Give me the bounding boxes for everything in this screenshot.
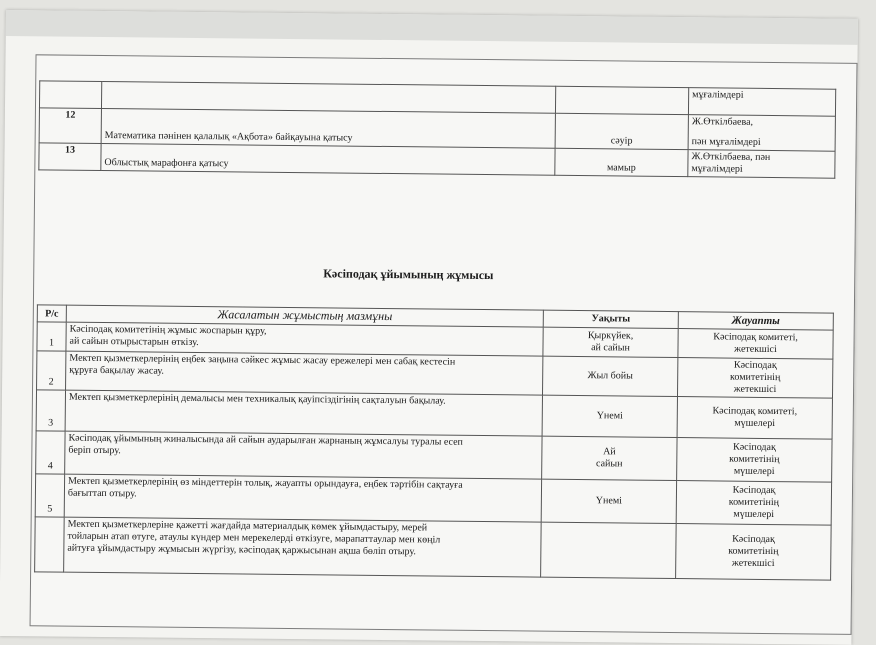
cell-num: 13 [39,143,101,171]
work-line: Мектеп қызметкерлеріне қажетті жағдайда материалдық көмек ұйымдастыру, мерей [67,518,428,534]
cell-time [542,356,677,396]
cell-time [542,395,677,437]
resp-line: мүшелері [734,417,776,430]
cell-resp [677,397,832,440]
cell-work [64,517,542,577]
cell-resp [677,358,832,399]
resp-line: мүшелері [733,465,775,478]
time-line: Жыл бойы [587,370,633,382]
cell-resp [676,524,832,581]
resp-line: Кәсіподақ [733,441,776,454]
resp-line: пән мұғалімдері [691,136,761,148]
time-line: Үнемі [596,410,623,422]
resp-line: Ж.Өткілбаева, [691,116,754,128]
resp-line: Кәсіподақ комитеті, [713,331,798,344]
resp-line: мүшелері [733,508,775,521]
events-table [38,80,836,178]
cell-work [64,474,541,522]
cell-num: 3 [36,390,65,431]
cell-num: 12 [39,108,101,144]
cell-time [543,327,678,357]
cell-time: сәуір [555,113,688,149]
work-line: Мектеп қызметкерлерінің еңбек заңына сәйкес жұмыс жасау ережелері мен сабақ кестесін [69,352,456,368]
resp-line: комитетінің [729,453,780,466]
cell-work [66,351,543,395]
resp-line: мұғалімдері [691,163,743,175]
cell-work: Облыстық марафонға қатысу [101,144,555,176]
cell-resp [688,115,835,152]
work-line: Мектеп қызметкерлерінің өз міндеттерін толық, жауапты орындауға, еңбек тәртібін сақтауға [68,475,463,491]
union-work-table [34,304,834,580]
work-line: құруға бақылау жасау. [69,364,164,377]
cell-time [542,436,677,480]
cell-work [65,390,542,436]
section-title: Кәсіподақ ұйымының жұмысы [323,266,494,283]
header-num: Р/с [37,305,66,322]
resp-line: жетекшісі [731,557,775,570]
header-work: Жасалатын жұмыстың мазмұны [66,305,543,327]
header-time: Уақыты [543,310,678,328]
resp-line: Кәсіподақ [732,533,775,546]
time-line: ай сайын [591,342,630,354]
resp-line: Кәсіподақ [733,359,777,372]
cell-resp [677,438,832,483]
work-line: бағыттап отыру. [67,487,137,500]
cell-num: 1 [37,322,66,351]
cell-num: 5 [35,474,64,517]
cell-time: мамыр [555,148,688,176]
cell-num [39,81,101,109]
time-line: Үнемі [595,495,623,507]
work-line: Мектеп қызметкерлерінің демалысы мен техникалық қауіпсіздігінің сақталуын бақылау. [68,391,446,407]
cell-work [65,431,542,479]
resp-line: комитетінің [728,545,779,558]
cell-time [541,522,677,578]
cell-resp [688,150,835,179]
work-line: беріп отыру. [68,444,121,457]
work-line: Кәсіподақ комитетінің жұмыс жоспарын құру, [69,323,267,337]
cell-num: 4 [36,431,65,474]
header-resp: Жауапты [678,312,833,331]
resp-line: Ж.Өткілбаева, пән [691,151,771,164]
cell-resp [678,329,833,360]
work-line: ай сайын отырыстарын өткізу. [69,335,199,349]
cell-num [35,517,65,572]
time-line: Ай [603,446,616,458]
resp-line: Кәсіподақ [732,484,776,497]
resp-line: жетекшісі [734,343,777,356]
cell-num: 2 [37,351,66,390]
document-page [0,10,858,645]
cell-time [541,479,676,523]
work-line: айтуға ұйымдастыру жұмысын жүргізу, кәсіподақ қаржысынан ақша бөліп отыру. [67,542,416,558]
cell-time [555,86,688,114]
resp-line: комитетінің [729,371,781,384]
cell-resp [676,481,831,526]
time-line: Қыркүйек, [587,330,634,342]
work-line: тойларын атап өтуге, атаулы күндер мен мерекелерді өткізуге, марапаттаулар мен көңіл [67,530,441,546]
resp-line: жетекшісі [733,383,777,396]
cell-work: Математика пәнінен қалалық «Ақбота» байқауына қатысу [101,109,555,149]
cell-resp: мұғалімдері [688,88,835,117]
resp-line: комитетінің [728,496,780,509]
time-line: сайын [596,458,623,470]
work-line: Кәсіподақ ұйымының жиналысында ай сайын аударылған жарнаның жұмсалуы туралы есеп [68,432,464,448]
table-row [35,517,832,580]
resp-line: Кәсіподақ комитеті, [712,405,798,418]
scan-shadow [6,10,858,45]
